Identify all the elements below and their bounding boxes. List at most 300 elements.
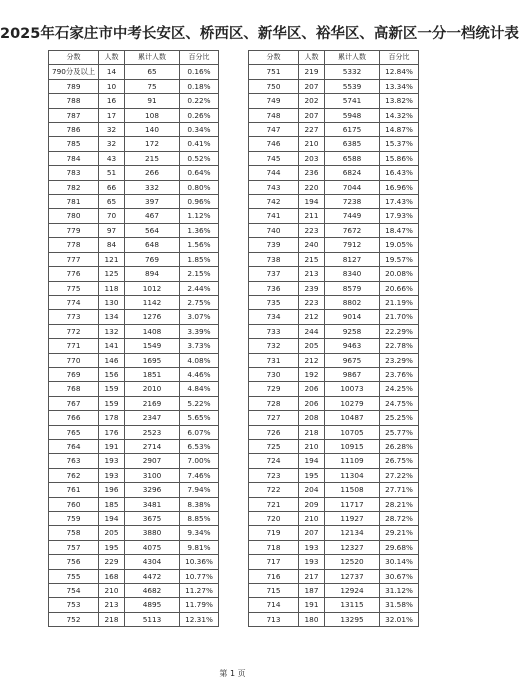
score-cell: 746 bbox=[249, 137, 299, 151]
cumulative-cell: 5332 bbox=[325, 65, 380, 79]
table-row bbox=[49, 497, 219, 511]
count-cell: 187 bbox=[299, 584, 325, 598]
score-cell: 716 bbox=[249, 569, 299, 583]
percent-cell: 28.72% bbox=[380, 512, 419, 526]
count-cell: 212 bbox=[299, 310, 325, 324]
score-cell: 725 bbox=[249, 439, 299, 453]
percent-cell: 0.80% bbox=[180, 180, 219, 194]
table-row bbox=[249, 137, 419, 151]
percent-cell: 27.71% bbox=[380, 483, 419, 497]
percent-cell: 0.96% bbox=[180, 195, 219, 209]
score-cell: 761 bbox=[49, 483, 99, 497]
table-row bbox=[249, 526, 419, 540]
table-row bbox=[249, 65, 419, 79]
table-row bbox=[249, 425, 419, 439]
score-cell: 779 bbox=[49, 223, 99, 237]
score-cell: 789 bbox=[49, 79, 99, 93]
score-cell: 749 bbox=[249, 94, 299, 108]
percent-cell: 4.84% bbox=[180, 382, 219, 396]
count-cell: 210 bbox=[299, 512, 325, 526]
table-row bbox=[249, 540, 419, 554]
cumulative-cell: 8340 bbox=[325, 267, 380, 281]
table-row bbox=[49, 468, 219, 482]
cumulative-cell: 215 bbox=[125, 151, 180, 165]
count-cell: 32 bbox=[99, 137, 125, 151]
percent-cell: 1.56% bbox=[180, 238, 219, 252]
table-row bbox=[249, 468, 419, 482]
cumulative-cell: 332 bbox=[125, 180, 180, 194]
score-cell: 729 bbox=[249, 382, 299, 396]
table-row bbox=[49, 425, 219, 439]
percent-cell: 15.37% bbox=[380, 137, 419, 151]
count-cell: 193 bbox=[299, 555, 325, 569]
page-title: 2025年石家庄市中考长安区、桥西区、新华区、裕华区、高新区一分一档统计表 bbox=[0, 26, 519, 42]
table-row bbox=[249, 123, 419, 137]
cumulative-cell: 1408 bbox=[125, 324, 180, 338]
count-cell: 210 bbox=[299, 439, 325, 453]
score-cell: 775 bbox=[49, 281, 99, 295]
count-cell: 193 bbox=[99, 468, 125, 482]
header-score: 分数 bbox=[249, 51, 299, 65]
cumulative-cell: 1851 bbox=[125, 367, 180, 381]
cumulative-cell: 10487 bbox=[325, 411, 380, 425]
cumulative-cell: 7912 bbox=[325, 238, 380, 252]
percent-cell: 3.07% bbox=[180, 310, 219, 324]
count-cell: 51 bbox=[99, 166, 125, 180]
cumulative-cell: 1012 bbox=[125, 281, 180, 295]
table-row bbox=[49, 367, 219, 381]
percent-cell: 2.75% bbox=[180, 295, 219, 309]
score-cell: 757 bbox=[49, 540, 99, 554]
cumulative-cell: 3481 bbox=[125, 497, 180, 511]
score-cell: 733 bbox=[249, 324, 299, 338]
score-cell: 752 bbox=[49, 612, 99, 626]
table-row bbox=[49, 310, 219, 324]
cumulative-cell: 6385 bbox=[325, 137, 380, 151]
cumulative-cell: 65 bbox=[125, 65, 180, 79]
cumulative-cell: 11304 bbox=[325, 468, 380, 482]
cumulative-cell: 266 bbox=[125, 166, 180, 180]
table-row bbox=[249, 223, 419, 237]
count-cell: 180 bbox=[299, 612, 325, 626]
percent-cell: 22.29% bbox=[380, 324, 419, 338]
count-cell: 121 bbox=[99, 252, 125, 266]
table-row bbox=[49, 512, 219, 526]
cumulative-cell: 7238 bbox=[325, 195, 380, 209]
cumulative-cell: 140 bbox=[125, 123, 180, 137]
cumulative-cell: 75 bbox=[125, 79, 180, 93]
percent-cell: 29.68% bbox=[380, 540, 419, 554]
score-cell: 777 bbox=[49, 252, 99, 266]
cumulative-cell: 8579 bbox=[325, 281, 380, 295]
score-cell: 758 bbox=[49, 526, 99, 540]
score-cell: 769 bbox=[49, 367, 99, 381]
count-cell: 210 bbox=[299, 137, 325, 151]
cumulative-cell: 12134 bbox=[325, 526, 380, 540]
percent-cell: 31.58% bbox=[380, 598, 419, 612]
table-row bbox=[49, 123, 219, 137]
count-cell: 223 bbox=[299, 223, 325, 237]
header-count: 人数 bbox=[99, 51, 125, 65]
table-row bbox=[249, 382, 419, 396]
count-cell: 239 bbox=[299, 281, 325, 295]
score-cell: 770 bbox=[49, 353, 99, 367]
table-row bbox=[249, 281, 419, 295]
score-cell: 719 bbox=[249, 526, 299, 540]
count-cell: 206 bbox=[299, 382, 325, 396]
score-cell: 785 bbox=[49, 137, 99, 151]
header-count: 人数 bbox=[299, 51, 325, 65]
table-row bbox=[249, 584, 419, 598]
table-row bbox=[49, 382, 219, 396]
count-cell: 203 bbox=[299, 151, 325, 165]
count-cell: 14 bbox=[99, 65, 125, 79]
percent-cell: 10.36% bbox=[180, 555, 219, 569]
score-cell: 731 bbox=[249, 353, 299, 367]
count-cell: 194 bbox=[299, 195, 325, 209]
percent-cell: 17.93% bbox=[380, 209, 419, 223]
table-row bbox=[249, 310, 419, 324]
percent-cell: 7.00% bbox=[180, 454, 219, 468]
table-row bbox=[249, 151, 419, 165]
count-cell: 156 bbox=[99, 367, 125, 381]
score-cell: 736 bbox=[249, 281, 299, 295]
score-cell: 726 bbox=[249, 425, 299, 439]
score-cell: 787 bbox=[49, 108, 99, 122]
table-row bbox=[49, 454, 219, 468]
table-row bbox=[249, 411, 419, 425]
score-cell: 740 bbox=[249, 223, 299, 237]
table-row bbox=[49, 569, 219, 583]
count-cell: 218 bbox=[299, 425, 325, 439]
cumulative-cell: 11717 bbox=[325, 497, 380, 511]
score-cell: 747 bbox=[249, 123, 299, 137]
count-cell: 193 bbox=[99, 454, 125, 468]
percent-cell: 0.22% bbox=[180, 94, 219, 108]
percent-cell: 30.67% bbox=[380, 569, 419, 583]
cumulative-cell: 467 bbox=[125, 209, 180, 223]
cumulative-cell: 10279 bbox=[325, 396, 380, 410]
table-row bbox=[49, 353, 219, 367]
percent-cell: 0.41% bbox=[180, 137, 219, 151]
score-cell: 743 bbox=[249, 180, 299, 194]
count-cell: 10 bbox=[99, 79, 125, 93]
percent-cell: 20.08% bbox=[380, 267, 419, 281]
table-row bbox=[249, 454, 419, 468]
cumulative-cell: 10705 bbox=[325, 425, 380, 439]
count-cell: 84 bbox=[99, 238, 125, 252]
score-cell: 768 bbox=[49, 382, 99, 396]
cumulative-cell: 108 bbox=[125, 108, 180, 122]
score-cell: 778 bbox=[49, 238, 99, 252]
table-row bbox=[49, 108, 219, 122]
score-cell: 755 bbox=[49, 569, 99, 583]
cumulative-cell: 10073 bbox=[325, 382, 380, 396]
score-cell: 776 bbox=[49, 267, 99, 281]
cumulative-cell: 6588 bbox=[325, 151, 380, 165]
table-row bbox=[249, 267, 419, 281]
percent-cell: 7.46% bbox=[180, 468, 219, 482]
cumulative-cell: 9014 bbox=[325, 310, 380, 324]
percent-cell: 25.25% bbox=[380, 411, 419, 425]
cumulative-cell: 769 bbox=[125, 252, 180, 266]
count-cell: 223 bbox=[299, 295, 325, 309]
percent-cell: 0.18% bbox=[180, 79, 219, 93]
percent-cell: 1.12% bbox=[180, 209, 219, 223]
table-row bbox=[249, 555, 419, 569]
score-cell: 715 bbox=[249, 584, 299, 598]
page-number: 第 1 页 bbox=[219, 669, 246, 678]
percent-cell: 16.43% bbox=[380, 166, 419, 180]
percent-cell: 8.85% bbox=[180, 512, 219, 526]
score-cell: 754 bbox=[49, 584, 99, 598]
cumulative-cell: 8127 bbox=[325, 252, 380, 266]
count-cell: 205 bbox=[99, 526, 125, 540]
table-row bbox=[49, 238, 219, 252]
cumulative-cell: 2010 bbox=[125, 382, 180, 396]
table-row bbox=[49, 94, 219, 108]
table-row bbox=[249, 94, 419, 108]
score-cell: 732 bbox=[249, 339, 299, 353]
score-cell: 735 bbox=[249, 295, 299, 309]
percent-cell: 18.47% bbox=[380, 223, 419, 237]
percent-cell: 24.75% bbox=[380, 396, 419, 410]
percent-cell: 0.52% bbox=[180, 151, 219, 165]
score-cell: 766 bbox=[49, 411, 99, 425]
score-cell: 720 bbox=[249, 512, 299, 526]
percent-cell: 20.66% bbox=[380, 281, 419, 295]
count-cell: 194 bbox=[99, 512, 125, 526]
percent-cell: 19.57% bbox=[380, 252, 419, 266]
table-row bbox=[49, 612, 219, 626]
score-cell: 762 bbox=[49, 468, 99, 482]
count-cell: 132 bbox=[99, 324, 125, 338]
score-cell: 737 bbox=[249, 267, 299, 281]
count-cell: 16 bbox=[99, 94, 125, 108]
percent-cell: 12.31% bbox=[180, 612, 219, 626]
cumulative-cell: 3100 bbox=[125, 468, 180, 482]
count-cell: 191 bbox=[99, 439, 125, 453]
percent-cell: 1.85% bbox=[180, 252, 219, 266]
table-row bbox=[249, 512, 419, 526]
table-row bbox=[49, 151, 219, 165]
cumulative-cell: 11109 bbox=[325, 454, 380, 468]
count-cell: 205 bbox=[299, 339, 325, 353]
count-cell: 66 bbox=[99, 180, 125, 194]
table-row bbox=[49, 555, 219, 569]
count-cell: 204 bbox=[299, 483, 325, 497]
percent-cell: 22.78% bbox=[380, 339, 419, 353]
cumulative-cell: 648 bbox=[125, 238, 180, 252]
header-percent: 百分比 bbox=[180, 51, 219, 65]
count-cell: 208 bbox=[299, 411, 325, 425]
table-row bbox=[249, 295, 419, 309]
table-row bbox=[49, 439, 219, 453]
table-row bbox=[49, 252, 219, 266]
score-cell: 728 bbox=[249, 396, 299, 410]
table-row bbox=[49, 540, 219, 554]
cumulative-cell: 4682 bbox=[125, 584, 180, 598]
percent-cell: 0.16% bbox=[180, 65, 219, 79]
percent-cell: 27.22% bbox=[380, 468, 419, 482]
percent-cell: 3.39% bbox=[180, 324, 219, 338]
table-row bbox=[249, 166, 419, 180]
header-percent: 百分比 bbox=[380, 51, 419, 65]
cumulative-cell: 7044 bbox=[325, 180, 380, 194]
percent-cell: 14.87% bbox=[380, 123, 419, 137]
count-cell: 70 bbox=[99, 209, 125, 223]
count-cell: 194 bbox=[299, 454, 325, 468]
percent-cell: 21.19% bbox=[380, 295, 419, 309]
table-row bbox=[249, 497, 419, 511]
table-row bbox=[249, 569, 419, 583]
percent-cell: 17.43% bbox=[380, 195, 419, 209]
score-cell: 714 bbox=[249, 598, 299, 612]
table-row bbox=[49, 195, 219, 209]
count-cell: 196 bbox=[99, 483, 125, 497]
header-score: 分数 bbox=[49, 51, 99, 65]
score-cell: 724 bbox=[249, 454, 299, 468]
score-cell: 773 bbox=[49, 310, 99, 324]
score-cell: 771 bbox=[49, 339, 99, 353]
count-cell: 207 bbox=[299, 526, 325, 540]
cumulative-cell: 13295 bbox=[325, 612, 380, 626]
cumulative-cell: 2714 bbox=[125, 439, 180, 453]
table-row bbox=[49, 267, 219, 281]
percent-cell: 4.46% bbox=[180, 367, 219, 381]
percent-cell: 14.32% bbox=[380, 108, 419, 122]
table-row bbox=[49, 180, 219, 194]
score-cell: 780 bbox=[49, 209, 99, 223]
percent-cell: 13.34% bbox=[380, 79, 419, 93]
table-row bbox=[249, 209, 419, 223]
cumulative-cell: 12924 bbox=[325, 584, 380, 598]
cumulative-cell: 4304 bbox=[125, 555, 180, 569]
cumulative-cell: 6175 bbox=[325, 123, 380, 137]
count-cell: 229 bbox=[99, 555, 125, 569]
cumulative-cell: 5539 bbox=[325, 79, 380, 93]
cumulative-cell: 8802 bbox=[325, 295, 380, 309]
table-row bbox=[49, 281, 219, 295]
percent-cell: 5.22% bbox=[180, 396, 219, 410]
score-cell: 718 bbox=[249, 540, 299, 554]
cumulative-cell: 5741 bbox=[325, 94, 380, 108]
percent-cell: 9.81% bbox=[180, 540, 219, 554]
percent-cell: 11.79% bbox=[180, 598, 219, 612]
percent-cell: 25.77% bbox=[380, 425, 419, 439]
percent-cell: 8.38% bbox=[180, 497, 219, 511]
score-cell: 748 bbox=[249, 108, 299, 122]
score-cell: 727 bbox=[249, 411, 299, 425]
count-cell: 195 bbox=[299, 468, 325, 482]
score-cell: 784 bbox=[49, 151, 99, 165]
table-row bbox=[249, 612, 419, 626]
table-row bbox=[49, 65, 219, 79]
count-cell: 213 bbox=[299, 267, 325, 281]
cumulative-cell: 7449 bbox=[325, 209, 380, 223]
cumulative-cell: 564 bbox=[125, 223, 180, 237]
percent-cell: 19.05% bbox=[380, 238, 419, 252]
table-row bbox=[249, 108, 419, 122]
count-cell: 159 bbox=[99, 396, 125, 410]
score-table-right bbox=[248, 50, 419, 627]
percent-cell: 26.75% bbox=[380, 454, 419, 468]
score-cell: 781 bbox=[49, 195, 99, 209]
count-cell: 207 bbox=[299, 79, 325, 93]
cumulative-cell: 11927 bbox=[325, 512, 380, 526]
count-cell: 220 bbox=[299, 180, 325, 194]
percent-cell: 0.64% bbox=[180, 166, 219, 180]
percent-cell: 26.28% bbox=[380, 439, 419, 453]
cumulative-cell: 3675 bbox=[125, 512, 180, 526]
cumulative-cell: 2169 bbox=[125, 396, 180, 410]
count-cell: 97 bbox=[99, 223, 125, 237]
cumulative-cell: 9675 bbox=[325, 353, 380, 367]
count-cell: 65 bbox=[99, 195, 125, 209]
count-cell: 219 bbox=[299, 65, 325, 79]
cumulative-cell: 5948 bbox=[325, 108, 380, 122]
percent-cell: 12.84% bbox=[380, 65, 419, 79]
percent-cell: 4.08% bbox=[180, 353, 219, 367]
table-row bbox=[49, 483, 219, 497]
percent-cell: 13.82% bbox=[380, 94, 419, 108]
cumulative-cell: 1549 bbox=[125, 339, 180, 353]
table-row bbox=[249, 79, 419, 93]
percent-cell: 5.65% bbox=[180, 411, 219, 425]
table-row bbox=[249, 180, 419, 194]
cumulative-cell: 1276 bbox=[125, 310, 180, 324]
table-row bbox=[249, 439, 419, 453]
percent-cell: 24.25% bbox=[380, 382, 419, 396]
count-cell: 134 bbox=[99, 310, 125, 324]
table-row bbox=[49, 166, 219, 180]
table-row bbox=[49, 223, 219, 237]
cumulative-cell: 91 bbox=[125, 94, 180, 108]
percent-cell: 3.73% bbox=[180, 339, 219, 353]
cumulative-cell: 4075 bbox=[125, 540, 180, 554]
count-cell: 192 bbox=[299, 367, 325, 381]
percent-cell: 15.86% bbox=[380, 151, 419, 165]
cumulative-cell: 2347 bbox=[125, 411, 180, 425]
count-cell: 185 bbox=[99, 497, 125, 511]
score-cell: 765 bbox=[49, 425, 99, 439]
count-cell: 207 bbox=[299, 108, 325, 122]
score-cell: 774 bbox=[49, 295, 99, 309]
score-cell: 759 bbox=[49, 512, 99, 526]
score-cell: 786 bbox=[49, 123, 99, 137]
score-cell: 783 bbox=[49, 166, 99, 180]
score-cell: 760 bbox=[49, 497, 99, 511]
score-cell: 738 bbox=[249, 252, 299, 266]
percent-cell: 1.36% bbox=[180, 223, 219, 237]
count-cell: 217 bbox=[299, 569, 325, 583]
table-row bbox=[49, 137, 219, 151]
percent-cell: 30.14% bbox=[380, 555, 419, 569]
cumulative-cell: 13115 bbox=[325, 598, 380, 612]
score-cell: 713 bbox=[249, 612, 299, 626]
table-row bbox=[49, 584, 219, 598]
table-row bbox=[249, 396, 419, 410]
score-cell: 730 bbox=[249, 367, 299, 381]
count-cell: 244 bbox=[299, 324, 325, 338]
score-cell: 788 bbox=[49, 94, 99, 108]
percent-cell: 2.15% bbox=[180, 267, 219, 281]
percent-cell: 10.77% bbox=[180, 569, 219, 583]
percent-cell: 32.01% bbox=[380, 612, 419, 626]
score-cell: 741 bbox=[249, 209, 299, 223]
cumulative-cell: 397 bbox=[125, 195, 180, 209]
percent-cell: 11.27% bbox=[180, 584, 219, 598]
